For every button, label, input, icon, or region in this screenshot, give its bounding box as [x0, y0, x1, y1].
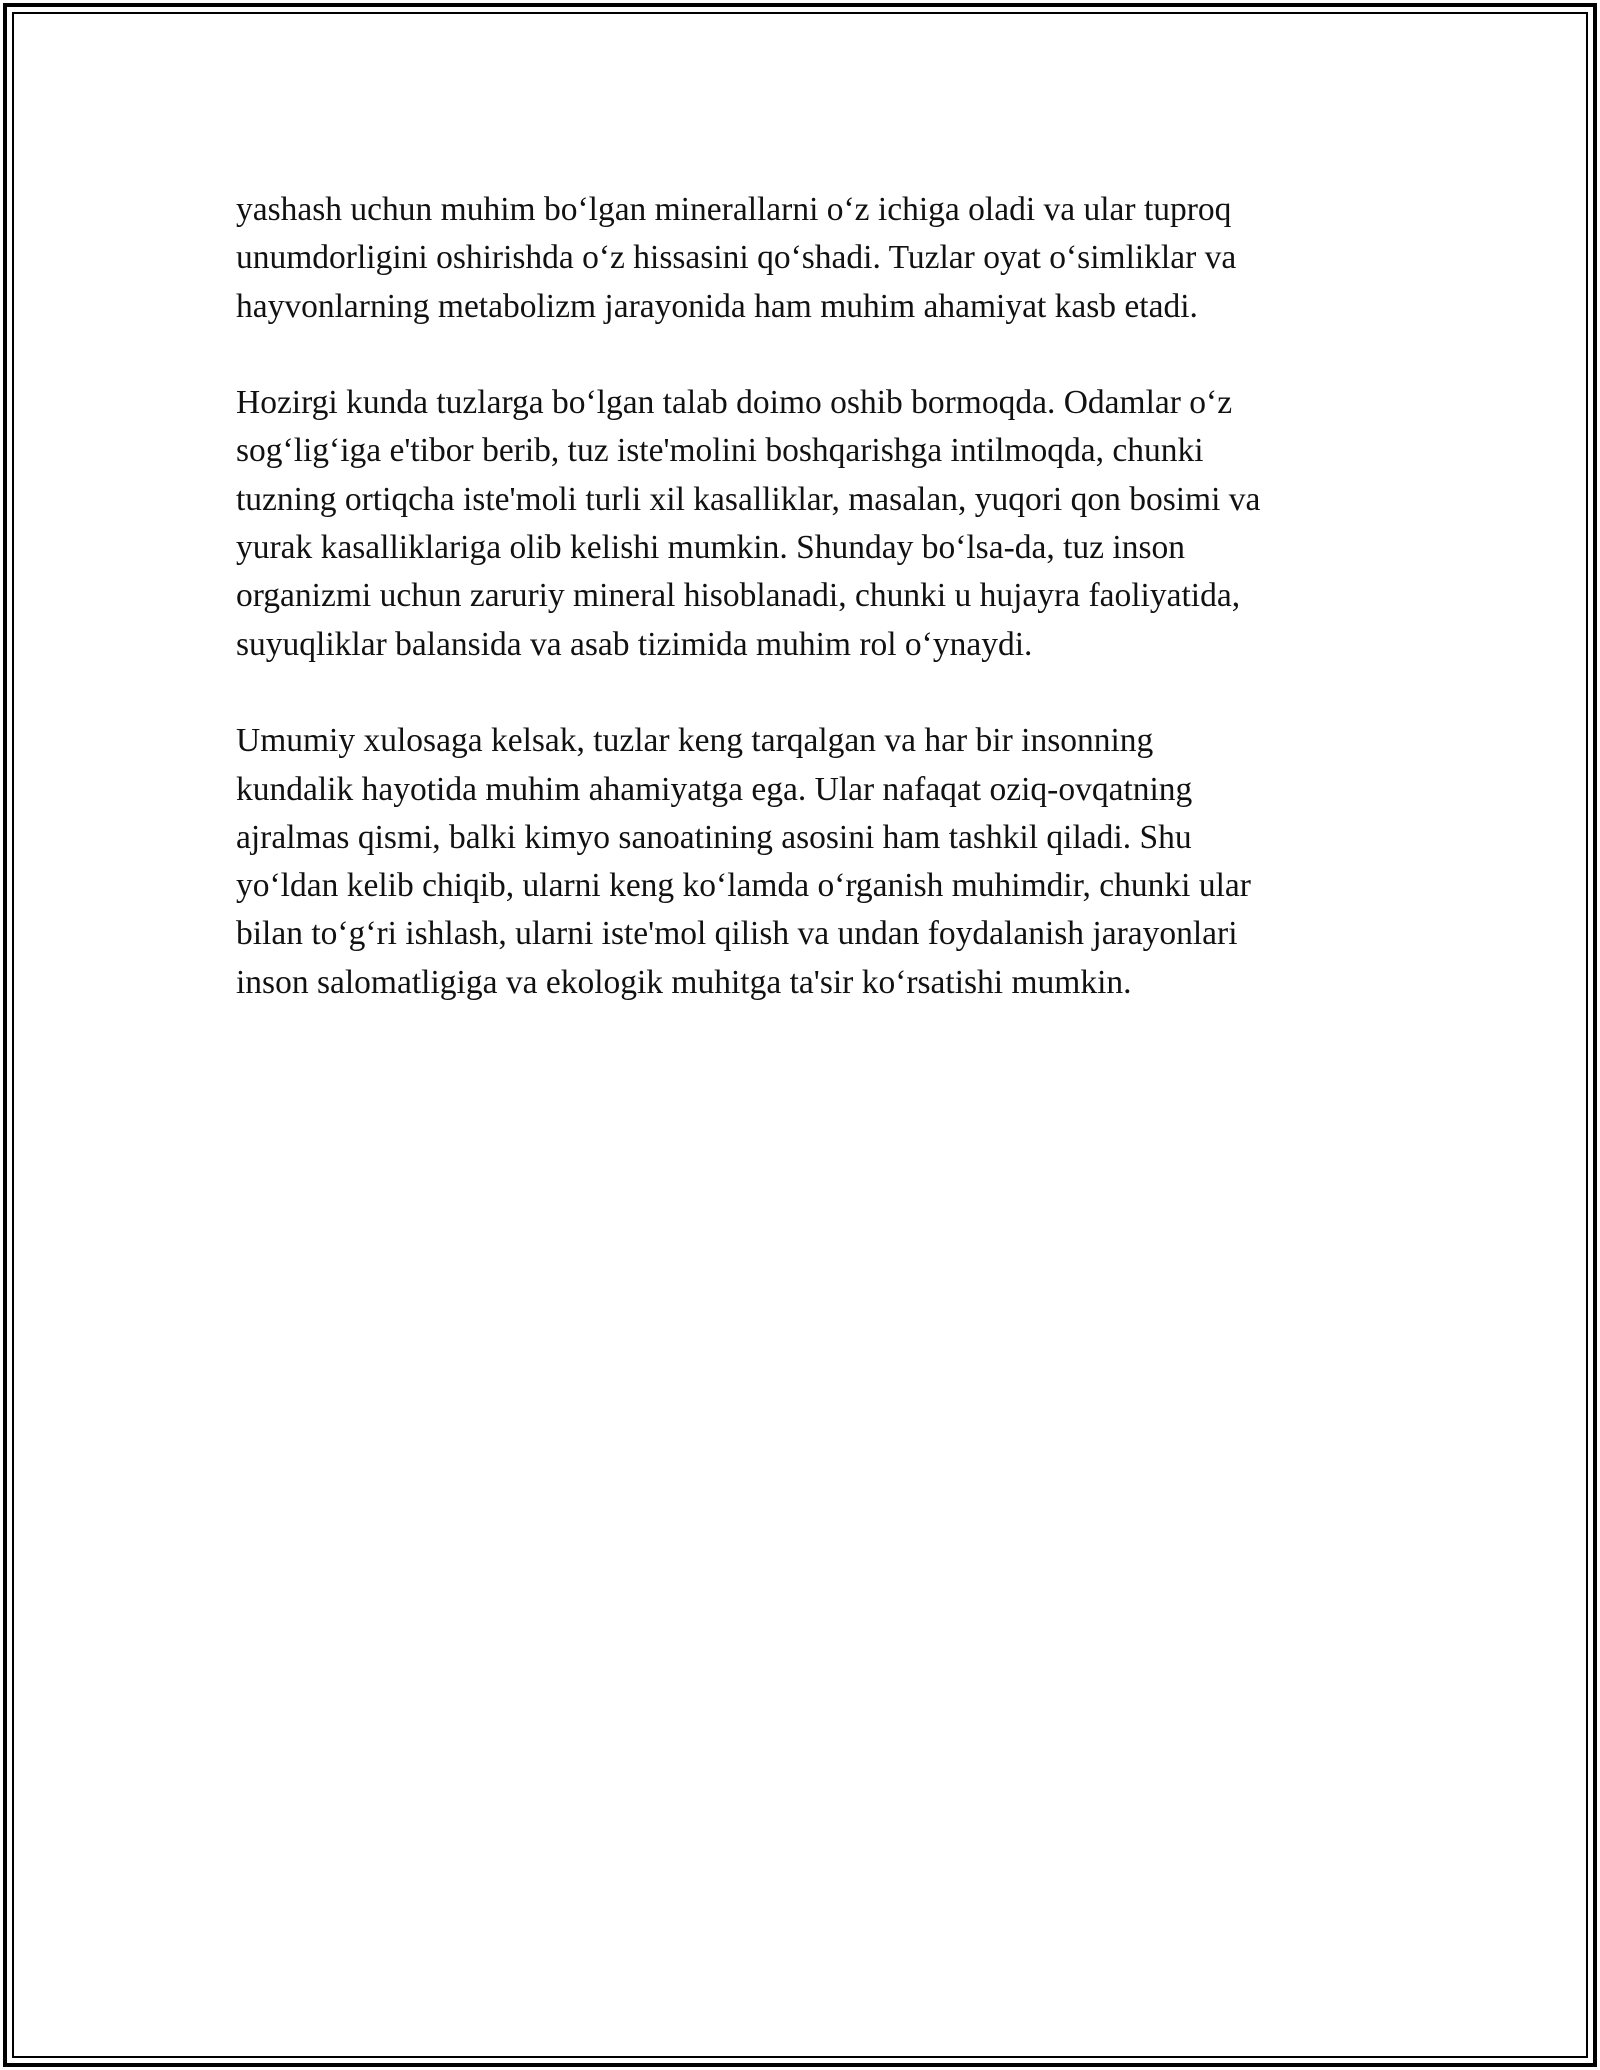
- text-line: sog‘lig‘iga e'tibor berib, tuz iste'molini boshqarishga intilmoqda, chunki: [236, 432, 1204, 470]
- text-line: inson salomatligiga va ekologik muhitga ta'sir ko‘rsatishi mumkin.: [236, 963, 1132, 1001]
- text-line: kundalik hayotida muhim ahamiyatga ega. Ular nafaqat oziq-ovqatning: [236, 770, 1193, 808]
- text-line: suyuqliklar balansida va asab tizimida muhim rol o‘ynaydi.: [236, 625, 1033, 663]
- text-line: yo‘ldan kelib chiqib, ularni keng ko‘lamda o‘rganish muhimdir, chunki ular: [236, 867, 1251, 905]
- text-line: hayvonlarning metabolizm jarayonida ham muhim ahamiyat kasb etadi.: [236, 287, 1198, 325]
- text-line: unumdorligini oshirishda o‘z hissasini qo‘shadi. Tuzlar oyat o‘simliklar va: [236, 239, 1237, 277]
- text-line: ajralmas qismi, balki kimyo sanoatining asosini ham tashkil qiladi. Shu: [236, 818, 1192, 856]
- document-body: [236, 186, 1370, 1055]
- text-line: bilan to‘g‘ri ishlash, ularni iste'mol qilish va undan foydalanish jarayonlari: [236, 915, 1238, 953]
- text-line: organizmi uchun zaruriy mineral hisoblanadi, chunki u hujayra faoliyatida,: [236, 577, 1241, 615]
- paragraph-2: [236, 379, 1370, 669]
- paragraph-3: [236, 717, 1370, 1007]
- text-line: Hozirgi kunda tuzlarga bo‘lgan talab doimo oshib bormoqda. Odamlar o‘z: [236, 384, 1233, 422]
- text-line: Umumiy xulosaga kelsak, tuzlar keng tarqalgan va har bir insonning: [236, 722, 1154, 760]
- text-line: yashash uchun muhim bo‘lgan minerallarni o‘z ichiga oladi va ular tuproq: [236, 191, 1232, 228]
- text-line: yurak kasalliklariga olib kelishi mumkin. Shunday bo‘lsa-da, tuz inson: [236, 529, 1186, 567]
- paragraph-1: [236, 186, 1370, 331]
- text-line: tuzning ortiqcha iste'moli turli xil kasalliklar, masalan, yuqori qon bosimi va: [236, 480, 1261, 518]
